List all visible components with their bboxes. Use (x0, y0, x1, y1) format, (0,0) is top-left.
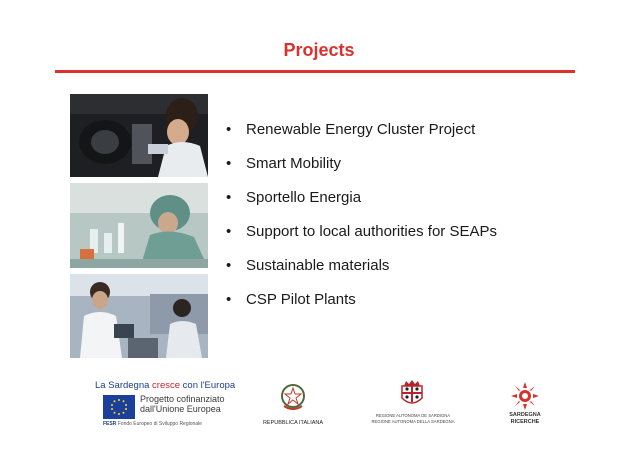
list-item: • Sustainable materials (226, 254, 497, 288)
repubblica-italiana-logo: REPUBBLICA ITALIANA (258, 382, 328, 434)
laboratory-bench-photo (70, 183, 208, 268)
project-list (226, 118, 497, 322)
list-item: • Renewable Energy Cluster Project (226, 118, 497, 152)
laboratory-workers-photo (70, 274, 208, 358)
eu-flag-icon (103, 395, 135, 419)
list-item: • Support to local authorities for SEAPs (226, 220, 497, 254)
list-item: • Sportello Energia (226, 186, 497, 220)
footer-logos (0, 378, 638, 438)
eu-cofinancing-text: Progetto cofinanziato dall'Unione Europea (140, 394, 225, 414)
sardinia-crest-icon (398, 380, 426, 410)
fesr-caption: FESR Fondo Europeo di Sviluppo Regionale (103, 421, 202, 427)
slide-title: Projects (283, 40, 355, 60)
sardegna-ricerche-logo: SARDEGNA RICERCHE (500, 382, 550, 434)
title-divider (55, 70, 575, 73)
regione-sardegna-logo: REGIONE AUTÒNOMA DE SARDIGNA REGIONE AUTONOMA DELLA SARDEGNA (358, 380, 468, 434)
list-item: • CSP Pilot Plants (226, 288, 497, 322)
eu-cofinancing-logo (95, 378, 255, 434)
eu-tagline: La Sardegna cresce con l'Europa (95, 380, 236, 391)
list-item: • Smart Mobility (226, 152, 497, 186)
italian-emblem-icon (280, 382, 306, 412)
sun-logo-icon (511, 382, 539, 410)
laboratory-researcher-photo (70, 94, 208, 177)
